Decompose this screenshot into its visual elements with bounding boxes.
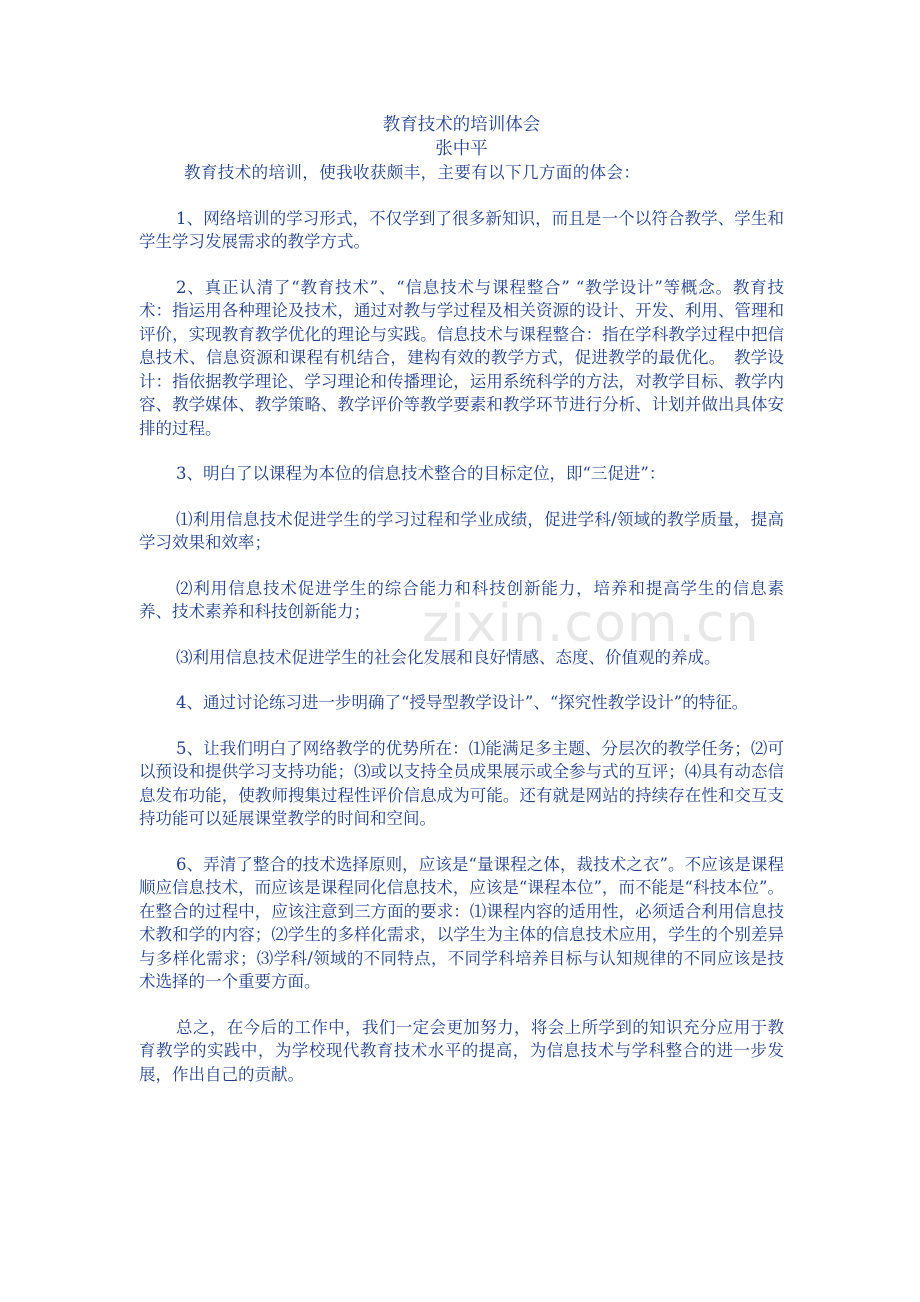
document-body bbox=[139, 113, 784, 1086]
paragraph-2: 2、真正认清了“教育技术”、“信息技术与课程整合” “教学设计”等概念。教育技术：指运用各种理论及技术，通过对教与学过程及相关资源的设计、开发、利用、管理和评价，实现教育教学优化的理论与实践。信息技术与课程整合：指在学科教学过程中把信息技术、信息资源和课程有机结合，建构有效的教学方式，促进教学的最优化。 教学设计：指依据教学理论、学习理论和传播理论，运用系统科学的方法，对教学目标、教学内容、教学媒体、教学策略、教学评价等教学要素和教学环节进行分析、计划并做出具体安排的过程。 bbox=[139, 277, 784, 438]
intro-paragraph: 教育技术的培训，使我收获颇丰，主要有以下几方面的体会： bbox=[184, 163, 641, 182]
paragraph-4: 4、通过讨论练习进一步明确了“授导型教学设计”、“探究性教学设计”的特征。 bbox=[176, 693, 749, 712]
paragraph-3-item-1: ⑴利用信息技术促进学生的学习过程和学业成绩，促进学科/领域的教学质量，提高学习效果和效率； bbox=[139, 509, 784, 552]
paragraph-3-item-3: ⑶利用信息技术促进学生的社会化发展和良好情感、态度、价值观的养成。 bbox=[176, 647, 721, 667]
paragraph-3-item-2: ⑵利用信息技术促进学生的综合能力和科技创新能力，培养和提高学生的信息素养、技术素养和科技创新能力； bbox=[139, 578, 784, 621]
paragraph-5: 5、让我们明白了网络教学的优势所在：⑴能满足多主题、分层次的教学任务；⑵可以预设和提供学习支持功能；⑶或以支持全员成果展示或全参与式的互评；⑷具有动态信息发布功能，使教师搜集过程性评价信息成为可能。还有就是网站的持续存在性和交互支持功能可以延展课堂教学的时间和空间。 bbox=[139, 738, 784, 828]
watermark: zixin.com.cn bbox=[422, 594, 760, 654]
conclusion-paragraph: 总之，在今后的工作中，我们一定会更加努力，将会上所学到的知识充分应用于教育教学的实践中，为学校现代教育技术水平的提高，为信息技术与学科整合的进一步发展，作出自己的贡献。 bbox=[139, 1017, 784, 1084]
document-title: 教育技术的培训体会 bbox=[382, 115, 541, 135]
paragraph-3: 3、明白了以课程为本位的信息技术整合的目标定位，即“三促进”： bbox=[176, 464, 666, 483]
paragraph-6: 6、弄清了整合的技术选择原则，应该是“量课程之体，裁技术之衣”。不应该是课程顺应信息技术，而应该是课程同化信息技术，应该是“课程本位”，而不能是“科技本位”。在整合的过程中，应该注意到三方面的要求：⑴课程内容的适用性，必须适合利用信息技术教和学的内容；⑵学生的多样化需求，以学生为主体的信息技术应用，学生的个别差异与多样化需求；⑶学科/领域的不同特点，不同学科培养目标与认知规律的不同应该是技术选择的一个重要方面。 bbox=[139, 854, 784, 991]
paragraph-1: 1、网络培训的学习形式，不仅学到了很多新知识，而且是一个以符合教学、学生和学生学习发展需求的教学方式。 bbox=[139, 208, 784, 251]
document-author: 张中平 bbox=[435, 139, 488, 159]
